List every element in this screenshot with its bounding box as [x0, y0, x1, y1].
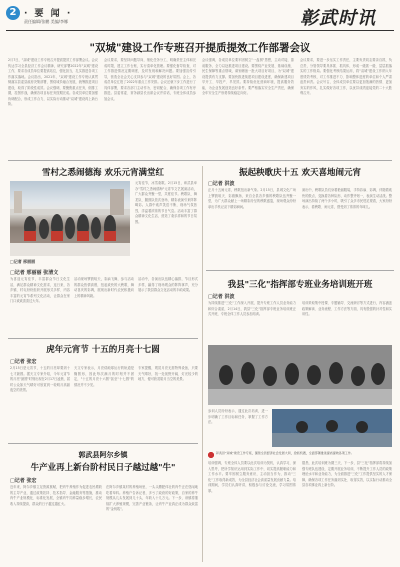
lead-headline: "双城"建设工作专班召开提质提效工作部署会议	[89, 42, 311, 54]
newspaper-header	[0, 0, 400, 30]
dragon-year-headline: 虎年元宵节 十五的月亮十七圆	[46, 345, 160, 355]
lead-body-col3: 会议强调，各成员单位要牢固树立"一盘棋"思想，主动对接，靠前服务，全力以赴推进项目建设。要围绕产业发展、基础设施、民生保障等重点领域，谋划储备一批大项目好项目，为"双城"建设提供有力支撑。要加快推进续建项目建设进度，确保新建项目早开工、早投产、早见效。要持续优化营商环境，提高服务效能，为企业发展创造良好条件。要严格落实安全生产责任，确保全年安全生产形势持续稳定向好。	[202, 58, 294, 95]
dragon-year-col3: 专家提醒，观赏月亮无需特殊设备，只要天气晴好，找一处视野开阔、灯光较少的地方，便可欣赏皓月当空的美景。	[138, 366, 198, 381]
training-col3: 培训强调，专班全体人员要以此次培训为契机，认真学习，深入思考，把所学知识运用到实际工作中，切实提高履职能力和工作水平。要牢固树立服务意识，主动担当作为，推动"三化"工作取得新成效，为全县经济社会高质量发展贡献力量。培训期间，学员们认真听讲，积极参与讨论交流，学习氛围浓厚。	[208, 461, 296, 493]
embedded-notice: 彰武县"双城"建设工作专班，围绕全县经济社会发展大局，抢抓机遇，全面部署推进提质提效各项工作。	[216, 451, 354, 455]
lead-divider	[8, 160, 392, 161]
lead-body-col4: 会议要求，要进一步压实工作责任，主要负责同志要亲自抓、负总责，分管领导要具体抓、抓具体，形成一级抓一级、层层抓落实的工作格局。要强化考核结果运用，将"双城"建设工作纳入年度绩效考核，对工作推进不力、影响整体进度的单位和个人严肃追责问责。会议号召，全体成员单位要以更加饱满的热情、更加务实的作风，扎实做好各项工作，以优异成绩迎接党的二十大胜利召开。	[300, 58, 392, 95]
dragon-year-col1: 2月15日是元宵节，十五的月亮却要到十七才最圆。据天文专家介绍，今年元宵节的月亮"最圆"时刻出现在2月17日凌晨，届时公众如天气晴好可欣赏到一轮明月高悬夜空的美景。	[10, 366, 70, 392]
section-title: · 要 闻 ·	[24, 9, 73, 19]
zhangwu-byline: □记者 洪波	[208, 181, 235, 187]
lanterns-body-col3: 活动中，各演出队伍精心编排，节目形式多样，赢得了现场观众的阵阵掌声，充分展示了我县群众文化活动的丰硕成果。	[138, 277, 198, 292]
three-modes-col2: 培训采取集中授课、专题辅导、交流研讨等方式进行，内容涵盖政策解读、业务流程、工作方法等方面，具有很强的针对性和实用性。	[302, 301, 392, 316]
lanterns-side-text: 元宵佳节，冰雪欢歌。2月15日，彰武县举办"雪村之悉闹德海"元宵节文艺展演活动，广大群众齐聚一堂，共度佳节。秧歌队、舞龙队、腰鼓队依次登场，精彩表演引来阵阵喝彩。人群中欢声笑语不断，现场气氛热烈，洋溢着浓浓的节日气息。活动丰富了群众精神文化生活，营造了欢乐祥和的节日氛围。	[135, 181, 197, 224]
masthead-logo: 彰武时讯	[300, 8, 376, 29]
page-number-badge: 2	[6, 6, 20, 20]
lanterns-byline: □记者 邢丽丽 张清文	[10, 270, 59, 276]
lanterns-body-col1: 为喜迎元宵佳节，丰富群众节日文化生活，满足群众精神文化需求，连日来，各乡镇、村屯纷纷组织开展形式多样、内容丰富的元宵节系列文化活动，让群众在家门口欢欢喜喜过大年。	[10, 277, 70, 303]
training-photo	[208, 345, 392, 405]
header-divider	[6, 30, 394, 31]
zhangwu-headline: 振起秧歌庆十五 欢天喜地闹元宵	[239, 168, 361, 178]
right-divider-1	[206, 270, 394, 271]
dragon-year-byline: □记者 张宏	[10, 359, 37, 365]
three-modes-byline: □记者 洪波	[208, 294, 235, 300]
three-modes-headline: 我县"三化"指挥部专班业务培训班开班	[227, 280, 373, 290]
cattle-kicker: 郭武县阿尔乡镇	[78, 450, 128, 459]
lanterns-body-col2: 活动现场锣鼓喧天，彩扇飞舞，参与活动的群众热情高涨，扭起欢快的大秧歌，舞动喜庆的彩绸，展现出新时代农民积极向上的精神风貌。	[74, 277, 134, 298]
left-divider-2	[8, 443, 198, 444]
zhangwu-col2: 演出中，秧歌队员们身着艳丽服装，手持彩扇、彩绸，伴随着欢快的鼓点，变换着各种队形，动作整齐划一，表演生动活泼。整场演出持续了两个多小时，吸引了众多市民驻足观看，大家纷纷表示，看秧歌、闹元宵，感受到了浓浓的年味儿。	[302, 188, 392, 209]
cattle-body-col2: 在阿尔乡镇某村的养殖场里，一头头膘肥体壮的肉牛正在悠闲地吃着草料。养殖户告诉记者，多亏了政府的好政策，自家的养牛规模从几头发展到几十头，年收入十几万元。下一步，该镇将继续扩大养殖规模，完善产业链条，让肉牛产业真正成为群众致富的"金钥匙"。	[106, 485, 198, 511]
lead-body-col2: 会议要求，要坚持问题导向，细化任务分工，明确责任主体和完成时限，建立工作台账，实行清单化管理。要强化督导检查，对工作推进情况定期调度，及时发现和解决问题。要加强宣传引导，营造全社会关心支持参与"双城"建设的良好氛围。会上，各成员单位汇报了2022年重点工作安排。会议还就下步工作进行了具体部署，要求各部门主动作为、密切配合，确保各项工作有序推进。县委常委、常务副县长出席会议并讲话，专班全体成员参加会议。	[104, 58, 196, 101]
editor-meta: 责任编辑/张鹏 美编/李娜	[24, 19, 68, 24]
stop-sign-icon	[208, 452, 214, 458]
left-divider-1	[8, 338, 198, 339]
three-modes-col1: 为持续推进"三化"工作深入开展，提升专班工作人员业务能力和综合素质，2月14日，我县"三化"指挥部专班业务培训班正式开班，专班全体工作人员参加培训。	[208, 301, 296, 316]
column-separator	[202, 166, 203, 562]
cattle-byline: □记者 张宏	[10, 478, 37, 484]
dragon-year-col2: 天文专家表示，月亮绕地球运行的轨道是椭圆形，因此每次满月的时刻并不固定，"十五的月亮十六圆"甚至"十七圆"的情况并不少见。	[74, 366, 134, 387]
zhangwu-col1: 正月十五闹元宵，秧歌扭出新气象。2月15日，县城文化广场上锣鼓喧天、彩旗飘扬，来自全县各乡镇的秧歌队伍齐聚一堂，为广大群众献上一场精彩纷呈的秧歌盛宴，现场观众纷纷拿出手机记录下精彩瞬间。	[208, 188, 296, 209]
training-col4: 据悉，此次培训班为期三天，下一步，县"三化"指挥部将持续加强专班队伍建设，定期开展业务培训，不断提升工作人员的政策理论水平和业务能力，为全面推进"三化"工作提供坚实的人才保障，确保各项工作任务落到实处、取得实效，以实际行动推动全县各项事业再上新台阶。	[302, 461, 392, 487]
lead-body-col1: 2月7日，"双城"建设工作专班召开提质提效工作部署会议。会议传达学习全县经济工作会议精神，研究部署2022年"双城"建设工作，要求各成员单位要提高站位，强化担当，扎实推进各项工作落实落地。会议指出，2021年，"双城"建设工作专班认真贯彻落实县委县政府决策部署，围绕城乡融合发展，统筹推进项目建设，取得了阶段性成效。会议强调，要聚焦重点任务，倒排工期，挂图作战，确保各项目标任务按期完成。各成员单位要加强协调配合，形成工作合力，以实际行动推动"双城"建设再上新台阶。	[8, 58, 98, 106]
training-inset-photo	[272, 409, 392, 447]
lanterns-photo	[10, 181, 130, 256]
cattle-body-col1: 近年来，阿尔乡镇立足资源禀赋，把肉牛养殖作为促进农民增收的主导产业，通过政策扶持、技术指导、金融服务等措施，推动肉牛产业规模化、标准化发展，全镇肉牛饲养量稳步增长，农民收入持续提高，群众的日子越过越红火。	[10, 485, 102, 506]
lanterns-photo-caption: □记者 邢丽丽	[10, 259, 36, 264]
lanterns-headline: 雪村之悉闹德海 欢乐元宵满堂红	[42, 168, 164, 178]
cattle-headline: 牛产业再上新台阶村民日子越过越"牛"	[30, 463, 176, 473]
training-side-col: 参训人员纷纷表示，通过此次培训，进一步明确了工作目标和任务，掌握了工作方法。	[208, 409, 268, 424]
